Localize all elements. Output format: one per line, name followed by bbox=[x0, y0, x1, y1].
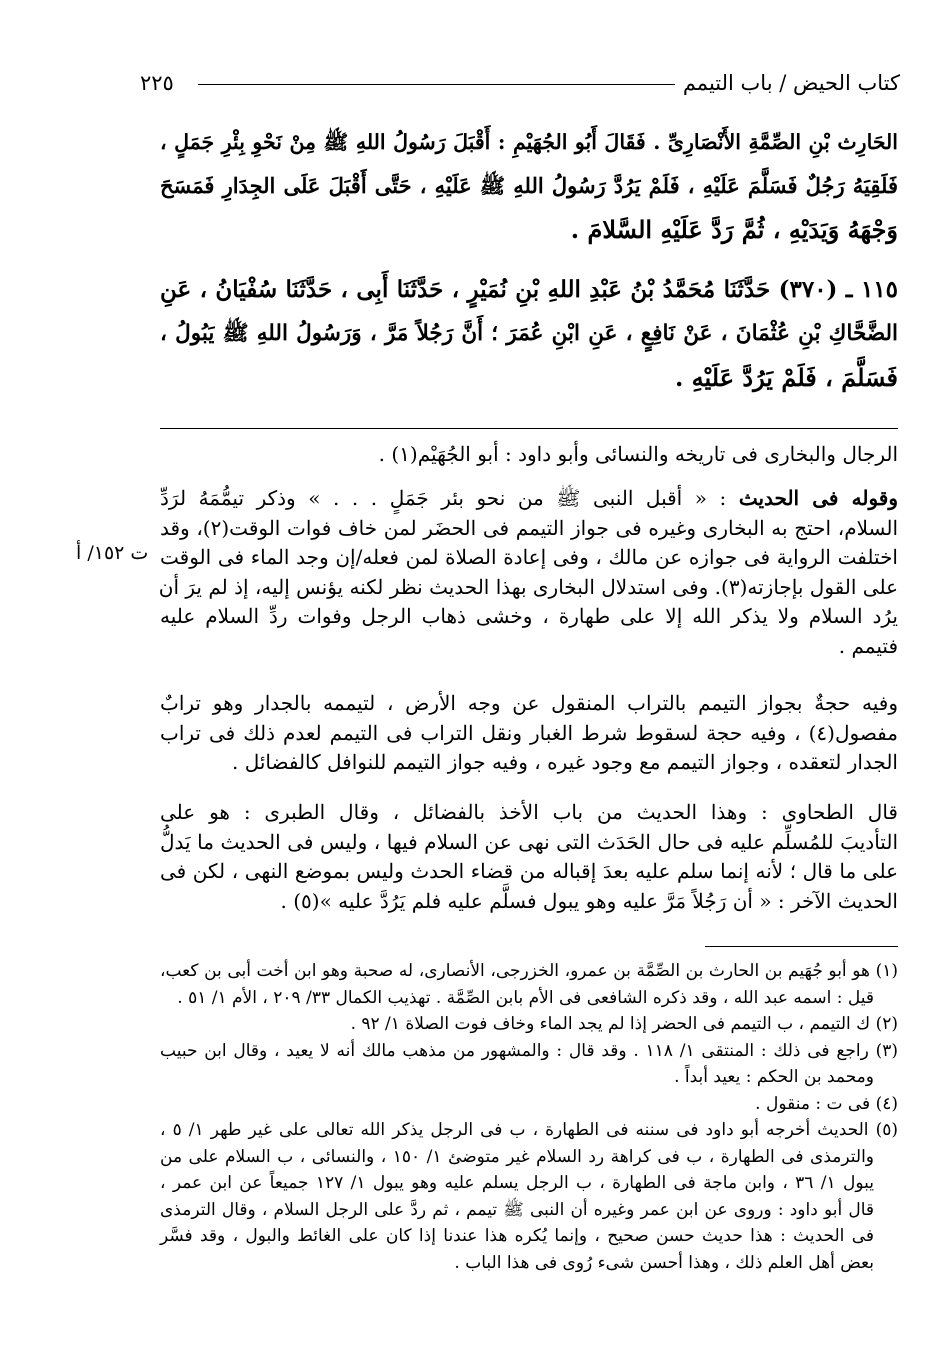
hadith-line: الحَارِث بْنِ الصِّمَّةِ الأَنْصَارِىِّ . فَقَالَ أَبُو الجُهَيْمِ : أَقْبَلَ رَسُولُ اللهِ ﷺ مِنْ نَحْوِ بِئْرِ جَمَلٍ ، bbox=[160, 130, 898, 154]
hadith-line: الضَّحَّاكِ بْنِ عُثْمَانَ ، عَنْ نَافِعٍ ، عَنِ ابْنِ عُمَرَ ؛ أَنَّ رَجُلاً مَرَّ ، وَرَسُولُ اللهِ ﷺ يَبُولُ ، bbox=[160, 321, 898, 346]
commentary-text: : « أقبل النبى ﷺ من نحو بئر جَمَلٍ . . . » وذكر تيمُّمَهُ لرَدِّ bbox=[160, 486, 727, 510]
hadith-line: وَجْهَهُ وَيَدَيْهِ ، ثُمَّ رَدَّ عَلَيْهِ السَّلامَ . bbox=[570, 215, 898, 244]
commentary-line: مفصول(٤) ، وفيه حجة لسقوط شرط الغبار ونقل التراب فى التيمم لعدم ذلك فى تراب bbox=[160, 720, 898, 745]
hadith-line: فَلَقِيَهُ رَجُلٌ فَسَلَّمَ عَلَيْهِ ، فَلَمْ يَرُدَّ رَسُولُ اللهِ ﷺ عَلَيْهِ ، حَتَّى أَقْبَلَ عَلَى الجِدَارِ فَمَسَحَ bbox=[160, 173, 898, 198]
footnote-line: (٤) فى ت : منقول . bbox=[755, 1093, 898, 1114]
footnote-line: بعض أهل العلم ذلك ، وهذا أحسن شىء رُوى فى هذا الباب . bbox=[454, 1252, 874, 1273]
commentary-paragraph-1 bbox=[160, 484, 898, 661]
footnote-3 bbox=[160, 1038, 898, 1091]
commentary-paragraph-3 bbox=[160, 798, 898, 916]
footnotes bbox=[160, 958, 898, 1276]
footnote-divider bbox=[705, 946, 898, 947]
commentary-line: فتيمم . bbox=[838, 633, 898, 658]
chapter-title: كتاب الحيض / باب التيمم bbox=[682, 71, 900, 95]
footnote-line: ومحمد بن الحكم : يعيد أبداً . bbox=[674, 1067, 874, 1087]
manuscript-margin-note: ت ١٥٢/ أ bbox=[76, 542, 149, 564]
footnote-line: والترمذى فى الطهارة ، ب فى كراهة رد السلام غير متوضئ ١/ ١٥٠ ، والنسائى ، ب السلام على من bbox=[160, 1146, 874, 1167]
hadith-line: فَسَلَّمَ ، فَلَمْ يَرُدَّ عَلَيْهِ . bbox=[674, 363, 898, 392]
page-number: ٢٢٥ bbox=[140, 71, 174, 95]
commentary-line: الجدار لتعقده ، وجواز التيمم مع وجود غيره ، وفيه جواز التيمم للنوافل كالفضائل . bbox=[231, 750, 898, 774]
commentary-lead: وقوله فى الحديث bbox=[738, 486, 898, 510]
commentary-line: الحديث الآخر : « أن رَجُلاً مَرَّ عليه وهو يبول فسلَّم عليه فلم يَرُدَّ عليه »(٥) . bbox=[280, 888, 898, 913]
footnote-line: (٢) ك التيمم ، ب التيمم فى الحضر إذا لم يجد الماء وخاف فوت الصلاة ١/ ٩٢ . bbox=[350, 1014, 898, 1034]
hadith-line: ١١٥ ـ (٣٧٠) حَدَّثَنَا مُحَمَّدُ بْنُ عَبْدِ اللهِ بْنِ نُمَيْرٍ ، حَدَّثَنَا أَبِى ، حَدَّثَنَا سُفْيَانُ ، عَنِ bbox=[160, 276, 898, 303]
header-rule bbox=[198, 84, 675, 85]
commentary-line: قال الطحاوى : وهذا الحديث من باب الأخذ بالفضائل ، وقال الطبرى : هو على bbox=[160, 800, 898, 824]
footnote-4 bbox=[160, 1091, 898, 1118]
commentary-line: على ما قال ؛ لأنه إنما سلم عليه بعدَ إقباله من قضاء الحدث وليس بموضع النهى ، لكن فى bbox=[160, 859, 898, 883]
footnote-line: فى الحديث : هذا حديث حسن صحيح ، وإنما يُكره هذا عندنا إذا كان على الغائط والبول ، وقد فسَّر bbox=[160, 1226, 874, 1246]
footnote-1 bbox=[160, 958, 898, 1011]
commentary-intro bbox=[160, 440, 898, 470]
footnote-line: (٣) راجع فى ذلك : المنتقى ١/ ١١٨ . وقد قال : والمشهور من مذهب مالك أنه لا يعيد ، وقال ابن حبيب bbox=[160, 1040, 898, 1061]
hadith-114-text bbox=[160, 120, 898, 252]
footnote-line: (٥) الحديث أخرجه أبو داود فى سننه فى الطهارة ، ب فى الرجل يذكر الله تعالى على غير طهر ١/ ٥ ، bbox=[160, 1120, 898, 1140]
commentary-paragraph-2 bbox=[160, 689, 898, 778]
commentary-line: السلام، احتج به البخارى وغيره فى جواز التيمم فى الحضَر لمن خاف فوات الوقت(٢)، وقد bbox=[160, 515, 898, 540]
text-commentary-divider bbox=[160, 428, 898, 429]
commentary-line: وفيه حجةٌ بجواز التيمم بالتراب المنقول عن وجه الأرض ، لتيممه بالجدار وهو ترابٌ bbox=[160, 691, 898, 715]
commentary-line bbox=[160, 484, 898, 514]
running-header bbox=[140, 68, 900, 102]
footnote-2 bbox=[160, 1011, 898, 1038]
footnote-line: قيل : اسمه عبد الله ، وقد ذكره الشافعى فى الأم بابن الصِّمَّة . تهذيب الكمال ٣٣/ ٢٠٩ ، الأم ١/ ٥١ . bbox=[177, 987, 874, 1008]
footnote-line: (١) هو أبو جُهَيم بن الحارث بن الصِّمَّة بن عمرو، الخزرجى، الأنصارى، له صحبة وهو ابن أخت أبى بن كعب، bbox=[160, 961, 898, 981]
footnote-5 bbox=[160, 1117, 898, 1276]
footnote-line: قال أبو داود : وروى عن ابن عمر وغيره أن النبى ﷺ تيمم ، ثم ردَّ على الرجل السلام ، وقال الترمذى bbox=[160, 1199, 874, 1220]
commentary-line: يرُد السلام ولا يذكر الله إلا على طهارة ، وخشى ذهاب الرجل وفوات ردِّ السلام عليه bbox=[160, 604, 898, 628]
footnote-line: يبول ١/ ٣٦ ، وابن ماجة فى الطهارة ، ب الرجل يسلم عليه وهو يبول ١/ ١٢٧ جميعاً عن ابن عمر ، bbox=[160, 1173, 874, 1193]
hadith-115-text bbox=[160, 268, 898, 400]
commentary-line: الرجال والبخارى فى تاريخه والنسائى وأبو داود : أبو الجُهَيْم(١) . bbox=[378, 442, 898, 466]
commentary-line: على القول بإجازته(٣). وفى استدلال البخارى بهذا الحديث نظر لكنه يؤنس إليه، إذ لم يرَ أن bbox=[158, 574, 898, 599]
commentary-line: التأديبَ للمُسلِّم عليه فى حال الحَدَث التى نهى عن السلام فيها ، وليس فى الحديث ما يَدلُّ bbox=[160, 829, 898, 854]
commentary-line: اختلفت الرواية فى جوازه عن مالك ، وفى إعادة الصلاة لمن فعله/إن وجد الماء فى الوقت bbox=[160, 545, 898, 569]
